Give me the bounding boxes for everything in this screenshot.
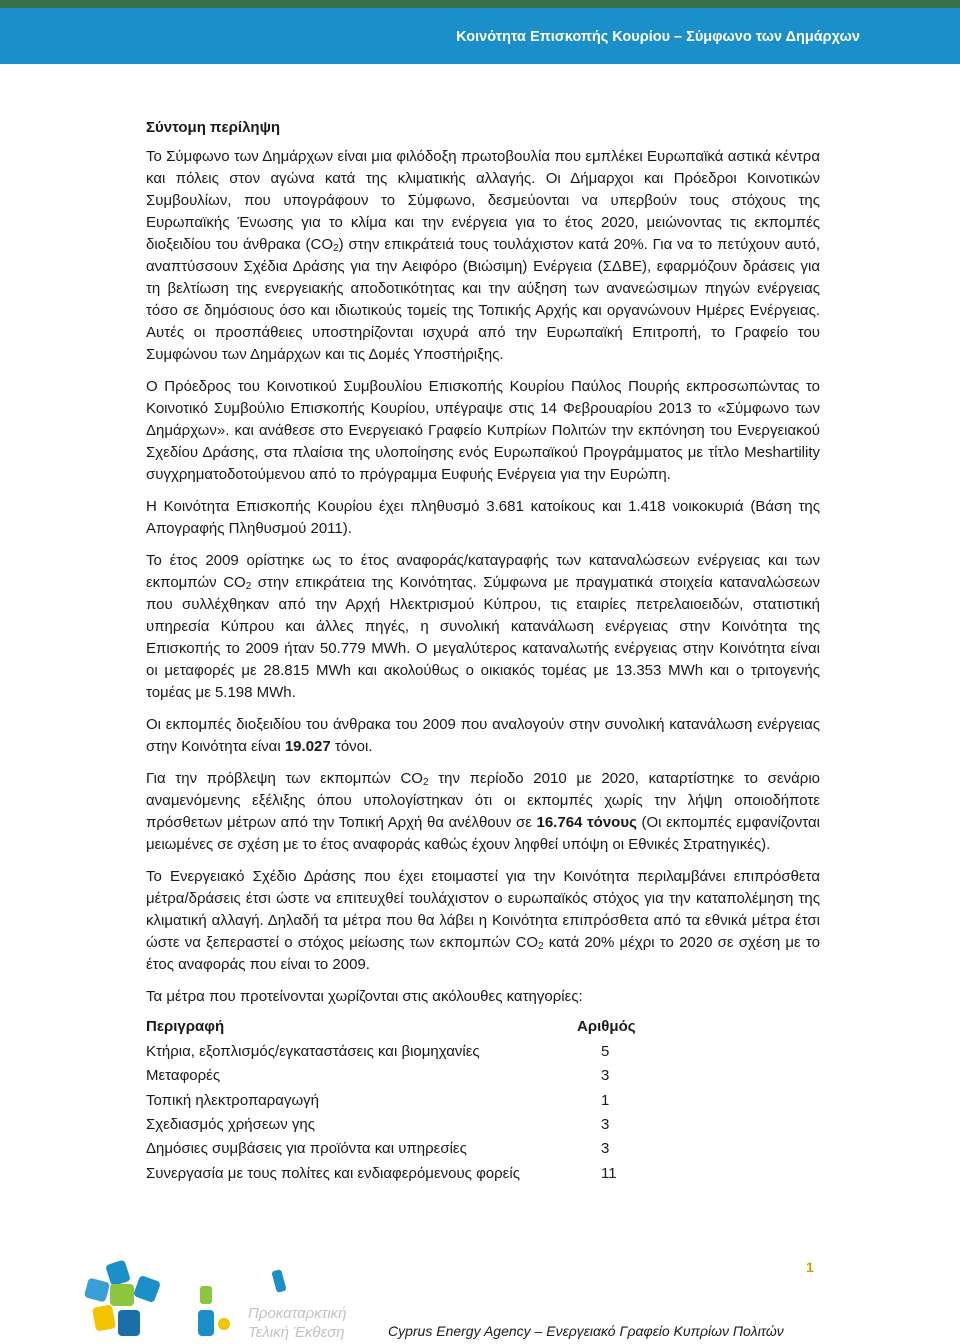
paragraph-7: Το Ενεργειακό Σχέδιο Δράσης που έχει ετοιμαστεί για την Κοινότητα περιλαμβάνει επιπρόσθετα μέτρα/δράσεις έτσι ώστε να επιτευχθεί τουλάχιστον ο ευρωπαϊκός στόχος για την καταπολέμηση της κλιματική αλλαγή. Δηλαδή τα μέτρα που θα λάβει η Κοινότητα επιπρόσθετα από τα εθνικά μέτρα έτσι ώστε να ξεπεραστεί ο στόχος μείωσης των εκπομπών $CO_2$ κατά 20% μέχρι το 2020 σε σχέση με το έτος αναφοράς που είναι το 2009. [146, 868, 820, 973]
categories-table [146, 1014, 636, 1186]
table-row [146, 1161, 636, 1185]
paragraph-1: Το Σύμφωνο των Δημάρχων είναι μια φιλόδοξη πρωτοβουλία που εμπλέκει Ευρωπαϊκά αστικά κέντρα και πόλεις στον αγώνα κατά της κλιματικής αλλαγής. Οι Δήμαρχοι και Πρόεδροι Κοινοτικών Συμβουλίων, που υπογράφουν το Σύμφωνο, δεσμεύονται να υπερβούν τους στόχους της Ευρωπαϊκής Ένωσης για το κλίμα και την ενέργεια για το έτος 2020, μειώνοντας τις εκπομπές διοξειδίου του άνθρακα $(CO_2)$ στην επικράτειά τους τουλάχιστον κατά 20%. Για να το πετύχουν αυτό, αναπτύσσουν Σχέδια Δράσης για την Αειφόρο (Βιώσιμη) Ενέργεια (ΣΔΒΕ), εφαρμόζουν δράσεις για τη βελτίωση της ενεργειακής αποδοτικότητας και την αύξηση των ανανεώσιμων πηγών ενέργειας τόσο σε δημόσιους όσο και ιδιωτικούς τομείς της Τοπικής Αρχής και οργανώνουν Ημέρες Ενέργειας. Αυτές οι προσπάθειες υποστηρίζονται ισχυρά από την Ευρωπαϊκή Επιτροπή, το Γραφείο του Συμφώνου των Δημάρχων και τις Δομές Υποστήριξης. [146, 148, 820, 363]
document-body [146, 118, 820, 1186]
row-number: 3 [601, 1067, 610, 1085]
column-header-number: Αριθμός [577, 1018, 636, 1035]
row-number: 1 [601, 1091, 610, 1109]
covenant-logo-icon [80, 1258, 165, 1344]
paragraph-4: Το έτος 2009 ορίστηκε ως το έτος αναφοράς/καταγραφής των καταναλώσεων ενέργειας και των εκπομπών $CO_2$ στην επικράτεια της Κοινότητας. Σύμφωνα με πραγματικά στοιχεία καταναλώσεων που συλλέχθηκαν από την Αρχή Ηλεκτρισμού Κύπρου, τις εταιρίες πετρελαιοειδών, στατιστική υπηρεσία Κύπρου και άλλες πηγές, η συνολική κατανάλωση ενέργειας στην Κοινότητα της Επισκοπής το 2009 ήταν 50.779 MWh. Ο μεγαλύτερος καταναλωτής ενέργειας στην Κοινότητα είναι οι μεταφορές με 28.815 MWh και ακολούθως ο οικιακός τομέας με 13.353 MWh και ο τριτογενής τομέας με 5.198 MWh. [146, 552, 821, 701]
table-header-row [146, 1014, 636, 1040]
row-number: 11 [601, 1164, 617, 1182]
section-title: Σύντομη περίληψη [146, 119, 281, 136]
row-number: 5 [601, 1043, 610, 1061]
row-description: Δημόσιες συμβάσεις για προϊόντα και υπηρεσίες [146, 1140, 467, 1158]
paragraph-8: Τα μέτρα που προτείνονται χωρίζονται στις ακόλουθες κατηγορίες: [146, 988, 583, 1005]
footer-text: Cyprus Energy Agency – Ενεργειακό Γραφείο Κυπρίων Πολιτών [388, 1323, 784, 1339]
header-title: Κοινότητα Επισκοπής Κουρίου – Σύμφωνο των Δημάρχων [456, 29, 860, 45]
table-row [146, 1089, 636, 1113]
row-number: 3 [601, 1116, 610, 1134]
table-row [146, 1064, 636, 1088]
row-description: Κτήρια, εξοπλισμός/εγκαταστάσεις και βιομηχανίες [146, 1043, 480, 1061]
row-number: 3 [601, 1140, 610, 1158]
paragraph-2: Ο Πρόεδρος του Κοινοτικού Συμβουλίου Επισκοπής Κουρίου Παύλος Πουρής εκπροσωπώντας το Κοινοτικό Συμβούλιο Επισκοπής Κουρίου, υπέγραψε στις 14 Φεβρουαρίου 2013 το «Σύμφωνο των Δημάρχων». και ανάθεσε στο Ενεργειακό Γραφείο Κυπρίων Πολιτών την εκπόνηση του Ενεργειακού Σχεδίου Δράσης, στα πλαίσια της υλοποίησης ενός Ευρωπαϊκού Προγράμματος με τίτλο Meshartility συγχρηματοδοτούμενου από το πρόγραμμα Ευφυής Ενέργεια για την Ευρώπη. [146, 378, 820, 483]
page-header [0, 8, 960, 64]
column-header-description: Περιγραφή [146, 1018, 225, 1035]
paragraph-5: Οι εκπομπές διοξειδίου του άνθρακα του 2009 που αναλογούν στην συνολική κατανάλωση ενέργειας στην Κοινότητα είναι 19.027 τόνοι. [146, 716, 820, 755]
row-description: Συνεργασία με τους πολίτες και ενδιαφερόμενους φορείς [146, 1164, 520, 1182]
table-row [146, 1040, 636, 1064]
paragraph-3: Η Κοινότητα Επισκοπής Κουρίου έχει πληθυσμό 3.681 κατοίκους και 1.418 νοικοκυριά (Βάση της Απογραφής Πληθυσμού 2011). [146, 498, 820, 537]
table-row [146, 1113, 636, 1137]
row-description: Σχεδιασμός χρήσεων γης [146, 1116, 315, 1134]
page-number: 1 [806, 1259, 814, 1275]
table-row [146, 1137, 636, 1161]
row-description: Μεταφορές [146, 1067, 221, 1085]
paragraph-6: Για την πρόβλεψη των εκπομπών $CO_2$ την περίοδο 2010 με 2020, καταρτίστηκε το σενάριο αναμενόμενης εξέλιξης όπου υπολογίστηκαν ότι οι εκπομπές χωρίς την λήψη οποιοδήποτε πρόσθετων μέτρων από την Τοπική Αρχή θα ανέλθουν σε 16.764 τόνους (Οι εκπομπές εμφανίζονται μειωμένες σε σχέση με το έτος αναφοράς καθώς έχουν ληφθεί υπόψη οι Εθνικές Στρατηγικές). [146, 770, 820, 853]
header-top-stripe [0, 0, 960, 8]
row-description: Τοπική ηλεκτροπαραγωγή [146, 1091, 320, 1109]
draft-watermark: Προκαταρκτική Τελική Έκθεση [248, 1305, 347, 1341]
